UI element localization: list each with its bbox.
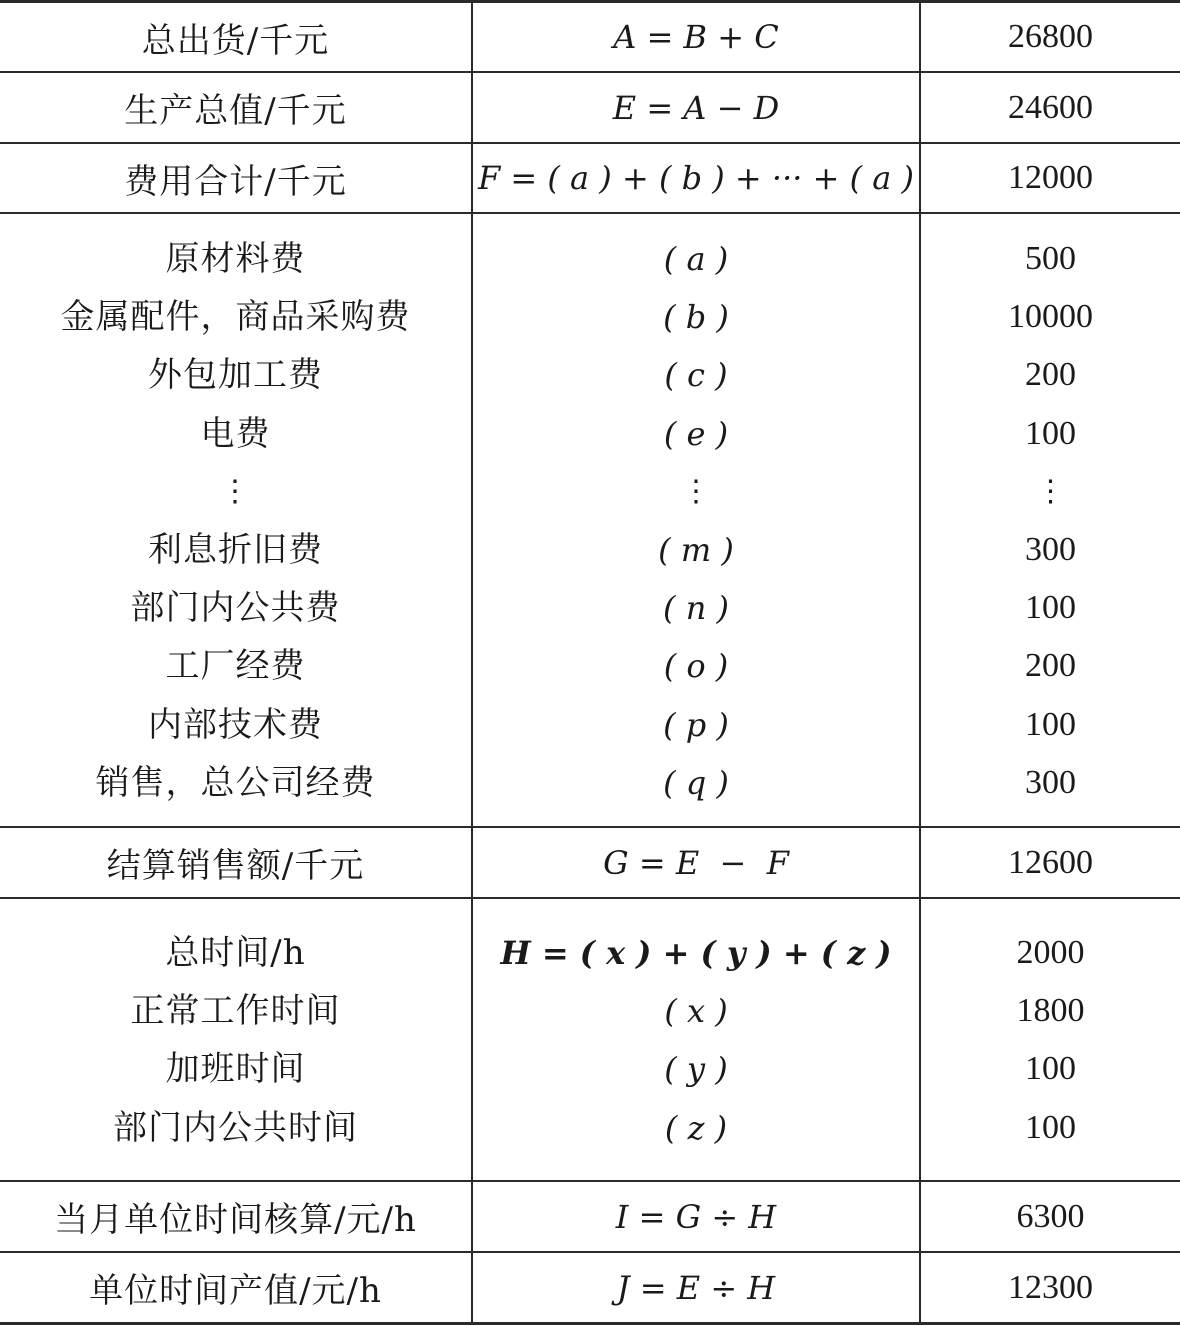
- time-label: 加班时间: [165, 1049, 306, 1090]
- expense-value: 200: [1025, 647, 1076, 685]
- value-settlement-sales: 12600: [1008, 843, 1093, 881]
- expense-label: 销售，总公司经费: [95, 762, 376, 803]
- label-production-total: 生产总值/千元: [124, 91, 347, 131]
- label-total-shipment: 总出货/千元: [141, 20, 330, 61]
- expense-value: 100: [1025, 414, 1076, 452]
- time-value: 1800: [1016, 992, 1085, 1030]
- time-formula: ( z ): [664, 1108, 728, 1147]
- ellipsis: ⋮: [1035, 474, 1066, 508]
- expense-value: 300: [1025, 530, 1076, 568]
- time-label: 部门内公共时间: [113, 1107, 358, 1148]
- formula-monthly-unit-time: I = G ÷ H: [615, 1197, 777, 1236]
- label-expense-total: 费用合计/千元: [124, 161, 347, 202]
- formula-settlement-sales: G = E − F: [603, 843, 789, 882]
- value-monthly-unit-time: 6300: [1016, 1197, 1085, 1235]
- expense-formula: ( n ): [663, 589, 729, 628]
- time-values: [921, 924, 1180, 1157]
- formula-unit-time-output: J = E ÷ H: [616, 1268, 776, 1307]
- expense-labels: [0, 230, 471, 812]
- time-formula: ( y ): [664, 1050, 728, 1089]
- value-unit-time-output: 12300: [1008, 1268, 1093, 1306]
- expense-label: 外包加工费: [148, 355, 323, 396]
- expense-formulas: [473, 230, 919, 812]
- time-label: 总时间/h: [165, 933, 306, 973]
- value-production-total: 24600: [1008, 88, 1093, 126]
- value-expense-total: 12000: [1008, 159, 1093, 196]
- expense-value: 100: [1025, 705, 1076, 743]
- time-formula-total: H = ( x ) + ( y ) + ( z ): [500, 934, 892, 972]
- label-monthly-unit-time: 当月单位时间核算/元/h: [54, 1200, 417, 1240]
- expense-label: 金属配件，商品采购费: [60, 297, 411, 338]
- formula-total-shipment: A = B + C: [613, 18, 779, 56]
- rule: [0, 212, 1180, 214]
- expense-label: 部门内公共费: [130, 588, 341, 629]
- value-total-shipment: 26800: [1008, 18, 1093, 55]
- expense-formula: ( c ): [664, 356, 728, 395]
- expense-formula: ( m ): [658, 530, 734, 569]
- ellipsis: ⋮: [220, 473, 251, 509]
- expense-formula: ( q ): [663, 763, 729, 802]
- time-formulas: [473, 924, 919, 1157]
- time-labels: [0, 924, 471, 1157]
- expense-label: 工厂经费: [165, 646, 306, 687]
- expense-value: 200: [1025, 356, 1076, 394]
- expense-formula: ( e ): [663, 414, 729, 453]
- rule-bottom: [0, 1322, 1180, 1325]
- expense-label: 利息折旧费: [148, 529, 323, 570]
- rule: [0, 897, 1180, 899]
- formula-expense-total: F = ( a ) + ( b ) + ··· + ( a ): [478, 159, 914, 197]
- time-value: 100: [1025, 1050, 1076, 1088]
- expense-formula: ( b ): [663, 298, 729, 337]
- expense-formula: ( p ): [663, 705, 729, 744]
- expense-formula: ( o ): [663, 647, 729, 686]
- expense-values: [921, 230, 1180, 812]
- expense-value: 300: [1025, 763, 1076, 801]
- expense-value: 500: [1025, 240, 1076, 277]
- time-formula: ( x ): [664, 992, 728, 1031]
- formula-production-total: E = A − D: [612, 88, 780, 127]
- time-value: 2000: [1016, 934, 1085, 971]
- expense-value: 10000: [1008, 298, 1093, 336]
- time-label: 正常工作时间: [130, 991, 341, 1032]
- time-value: 100: [1025, 1108, 1076, 1146]
- label-unit-time-output: 单位时间产值/元/h: [89, 1271, 382, 1311]
- expense-value: 100: [1025, 589, 1076, 627]
- ellipsis: ⋮: [681, 473, 711, 509]
- expense-label: 内部技术费: [148, 704, 323, 745]
- expense-formula: ( a ): [663, 240, 729, 278]
- expense-label: 原材料费: [165, 239, 306, 279]
- expense-label: 电费: [200, 413, 271, 454]
- label-settlement-sales: 结算销售额/千元: [106, 846, 365, 886]
